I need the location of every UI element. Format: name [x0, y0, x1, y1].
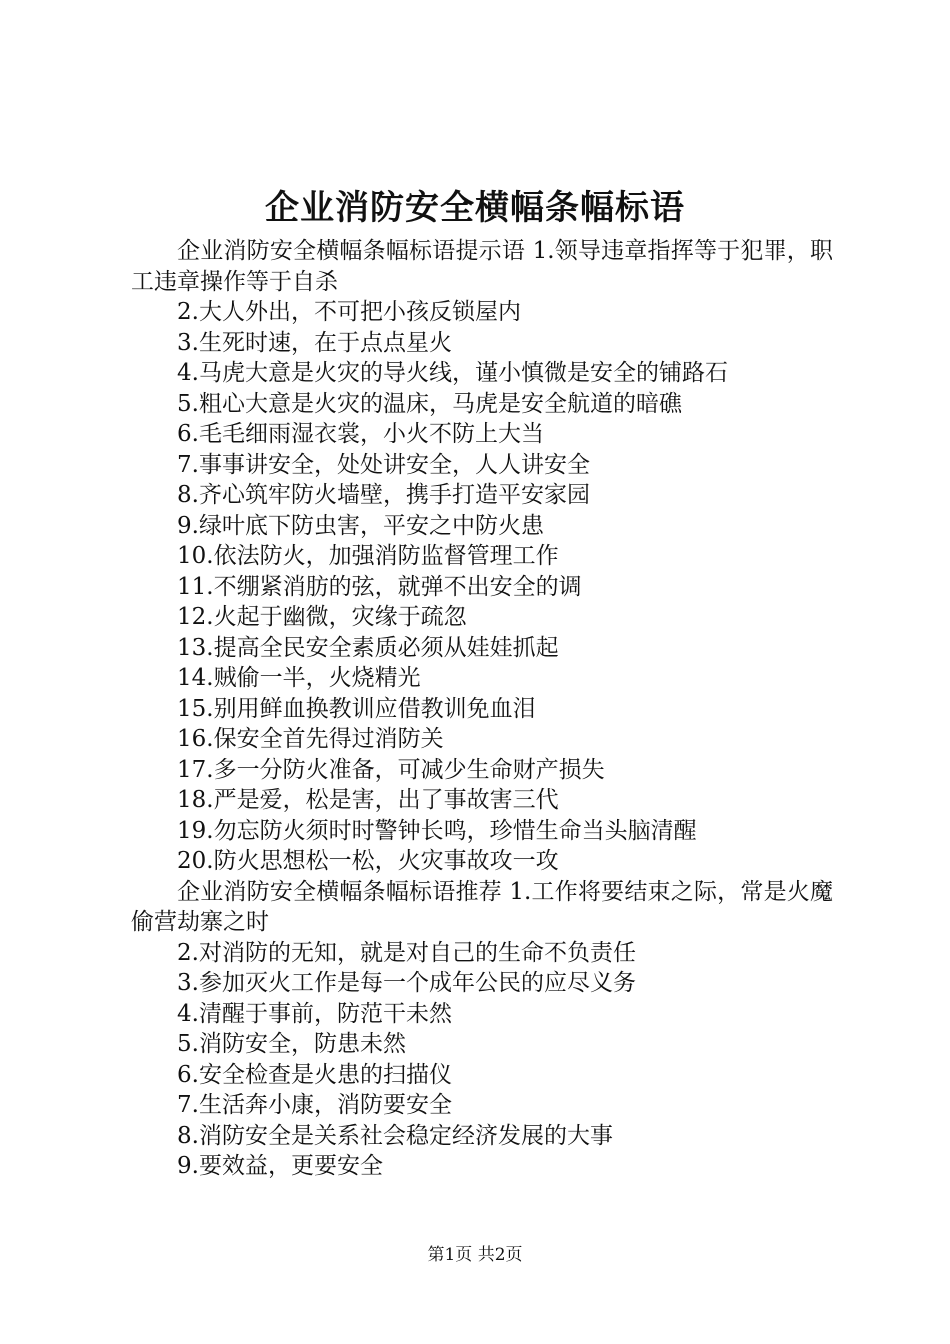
list-item: 5.消防安全，防患未然 — [177, 1031, 406, 1057]
list-item: 13.提高全民安全素质必须从娃娃抓起 — [177, 634, 559, 661]
section1-intro: 企业消防安全横幅条幅标语提示语 1.领导违章指挥等于犯罪，职工违章操作等于自杀 — [131, 238, 833, 295]
section2-list — [131, 938, 833, 1182]
list-item: 7.生活奔小康，消防要安全 — [177, 1092, 452, 1118]
list-item: 15.别用鲜血换教训应借教训免血泪 — [177, 695, 536, 722]
list-item: 6.毛毛细雨湿衣裳，小火不防上大当 — [177, 421, 544, 447]
list-item: 9.绿叶底下防虫害，平安之中防火患 — [177, 512, 544, 539]
document-title: 企业消防安全横幅条幅标语 — [265, 188, 685, 228]
section2-intro: 企业消防安全横幅条幅标语推荐 1.工作将要结束之际，常是火魔偷营劫寨之时 — [131, 878, 833, 935]
document-body — [131, 236, 833, 1182]
list-item: 17.多一分防火准备，可减少生命财产损失 — [177, 756, 605, 783]
list-item: 14.贼偷一半，火烧精光 — [177, 665, 421, 691]
list-item: 9.要效益，更要安全 — [177, 1153, 383, 1179]
list-item: 7.事事讲安全，处处讲安全，人人讲安全 — [177, 451, 590, 478]
list-item: 8.齐心筑牢防火墙壁，携手打造平安家园 — [177, 482, 590, 508]
section1-list — [131, 297, 833, 877]
list-item: 20.防火思想松一松，火灾事故攻一攻 — [177, 848, 559, 874]
list-item: 16.保安全首先得过消防关 — [177, 726, 444, 752]
list-item: 2.对消防的无知，就是对自己的生命不负责任 — [177, 939, 636, 966]
list-item: 5.粗心大意是火灾的温床，马虎是安全航道的暗礁 — [177, 390, 682, 417]
list-item: 2.大人外出，不可把小孩反锁屋内 — [177, 299, 521, 325]
list-item: 12.火起于幽微，灾缘于疏忽 — [177, 604, 467, 630]
list-item: 8.消防安全是关系社会稳定经济发展的大事 — [177, 1122, 613, 1149]
list-item: 18.严是爱，松是害，出了事故害三代 — [177, 787, 559, 813]
list-item: 3.参加灭火工作是每一个成年公民的应尽义务 — [177, 970, 636, 996]
list-item: 19.勿忘防火须时时警钟长鸣，珍惜生命当头脑清醒 — [177, 817, 697, 844]
list-item: 3.生死时速，在于点点星火 — [177, 329, 452, 356]
list-item: 4.清醒于事前，防范干未然 — [177, 1000, 452, 1027]
page-number-footer: 第1页 共2页 — [427, 1245, 523, 1265]
list-item: 10.依法防火，加强消防监督管理工作 — [177, 543, 559, 569]
list-item: 4.马虎大意是火灾的导火线，谨小慎微是安全的铺路石 — [177, 360, 728, 386]
list-item: 11.不绷紧消肪的弦，就弹不出安全的调 — [177, 573, 582, 600]
list-item: 6.安全检查是火患的扫描仪 — [177, 1061, 452, 1088]
